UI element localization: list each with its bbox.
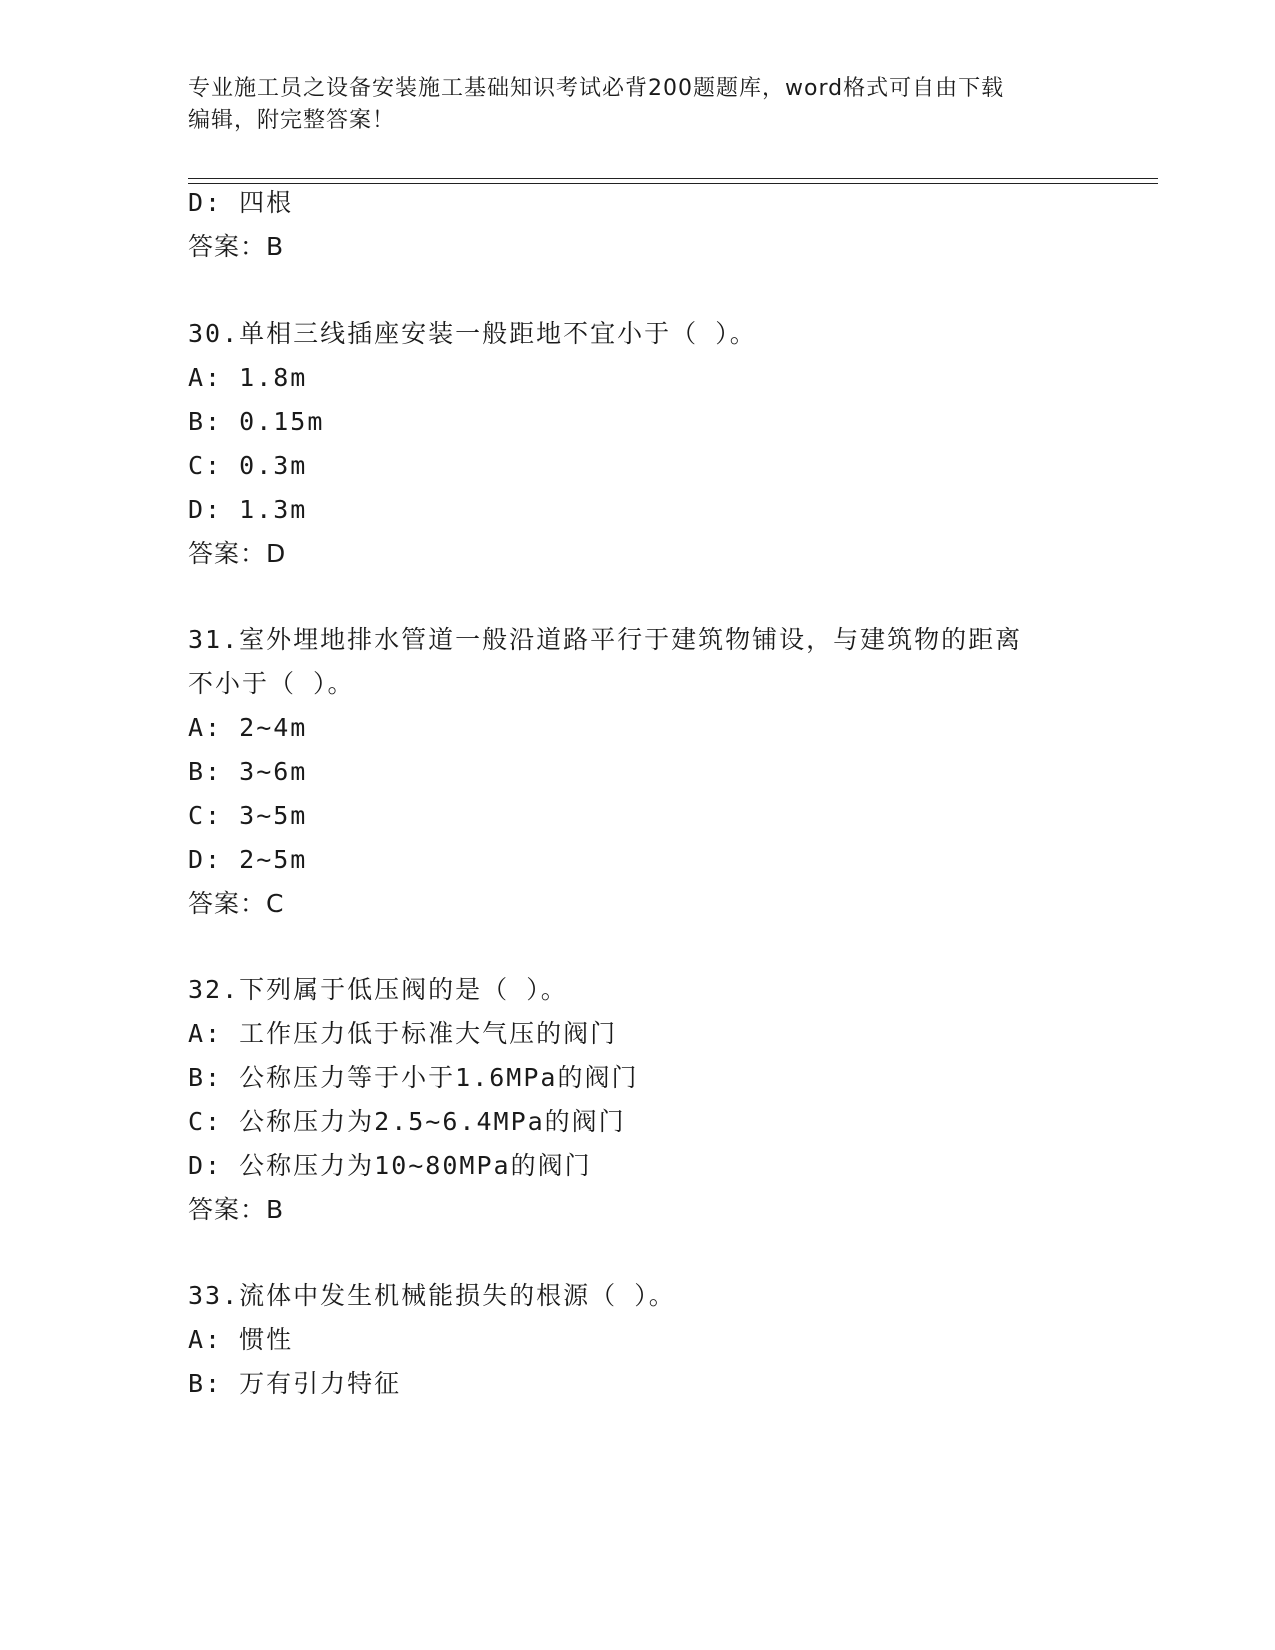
q32-option-b: B: 公称压力等于小于1.6MPa的阀门 [188,1063,639,1092]
q32-option-d: D: 公称压力为10~80MPa的阀门 [188,1151,592,1180]
q30-option-b: B: 0.15m [188,407,325,436]
q31-answer: 答案：C [188,889,285,918]
q32-stem: 32.下列属于低压阀的是（ ）。 [188,975,568,1004]
q32-option-a: A: 工作压力低于标准大气压的阀门 [188,1019,618,1048]
q31-stem-line-1: 31.室外埋地排水管道一般沿道路平行于建筑物铺设，与建筑物的距离 [188,625,1023,654]
q30-answer: 答案：D [188,539,287,568]
q29-answer: 答案：B [188,232,285,261]
q29-option-d: D: 四根 [188,188,294,217]
header-line-2: 编辑，附完整答案！ [188,108,396,133]
q33-option-b: B: 万有引力特征 [188,1369,402,1398]
q31-stem-line-2: 不小于（ ）。 [188,669,355,698]
q32-option-c: C: 公称压力为2.5~6.4MPa的阀门 [188,1107,626,1136]
q31-option-b: B: 3~6m [188,757,308,786]
document-header [188,73,1088,137]
q32-answer: 答案：B [188,1195,285,1224]
header-line-1: 专业施工员之设备安装施工基础知识考试必背200题题库，word格式可自由下载 [188,76,1005,101]
q30-stem: 30.单相三线插座安装一般距地不宜小于（ ）。 [188,319,757,348]
q33-option-a: A: 惯性 [188,1325,294,1354]
header-divider-bottom [188,183,1158,184]
q30-option-d: D: 1.3m [188,495,308,524]
q31-option-a: A: 2~4m [188,713,308,742]
q30-option-c: C: 0.3m [188,451,308,480]
q31-option-c: C: 3~5m [188,801,308,830]
header-divider-top [188,178,1158,179]
q31-option-d: D: 2~5m [188,845,308,874]
q33-stem: 33.流体中发生机械能损失的根源（ ）。 [188,1281,676,1310]
q30-option-a: A: 1.8m [188,363,308,392]
